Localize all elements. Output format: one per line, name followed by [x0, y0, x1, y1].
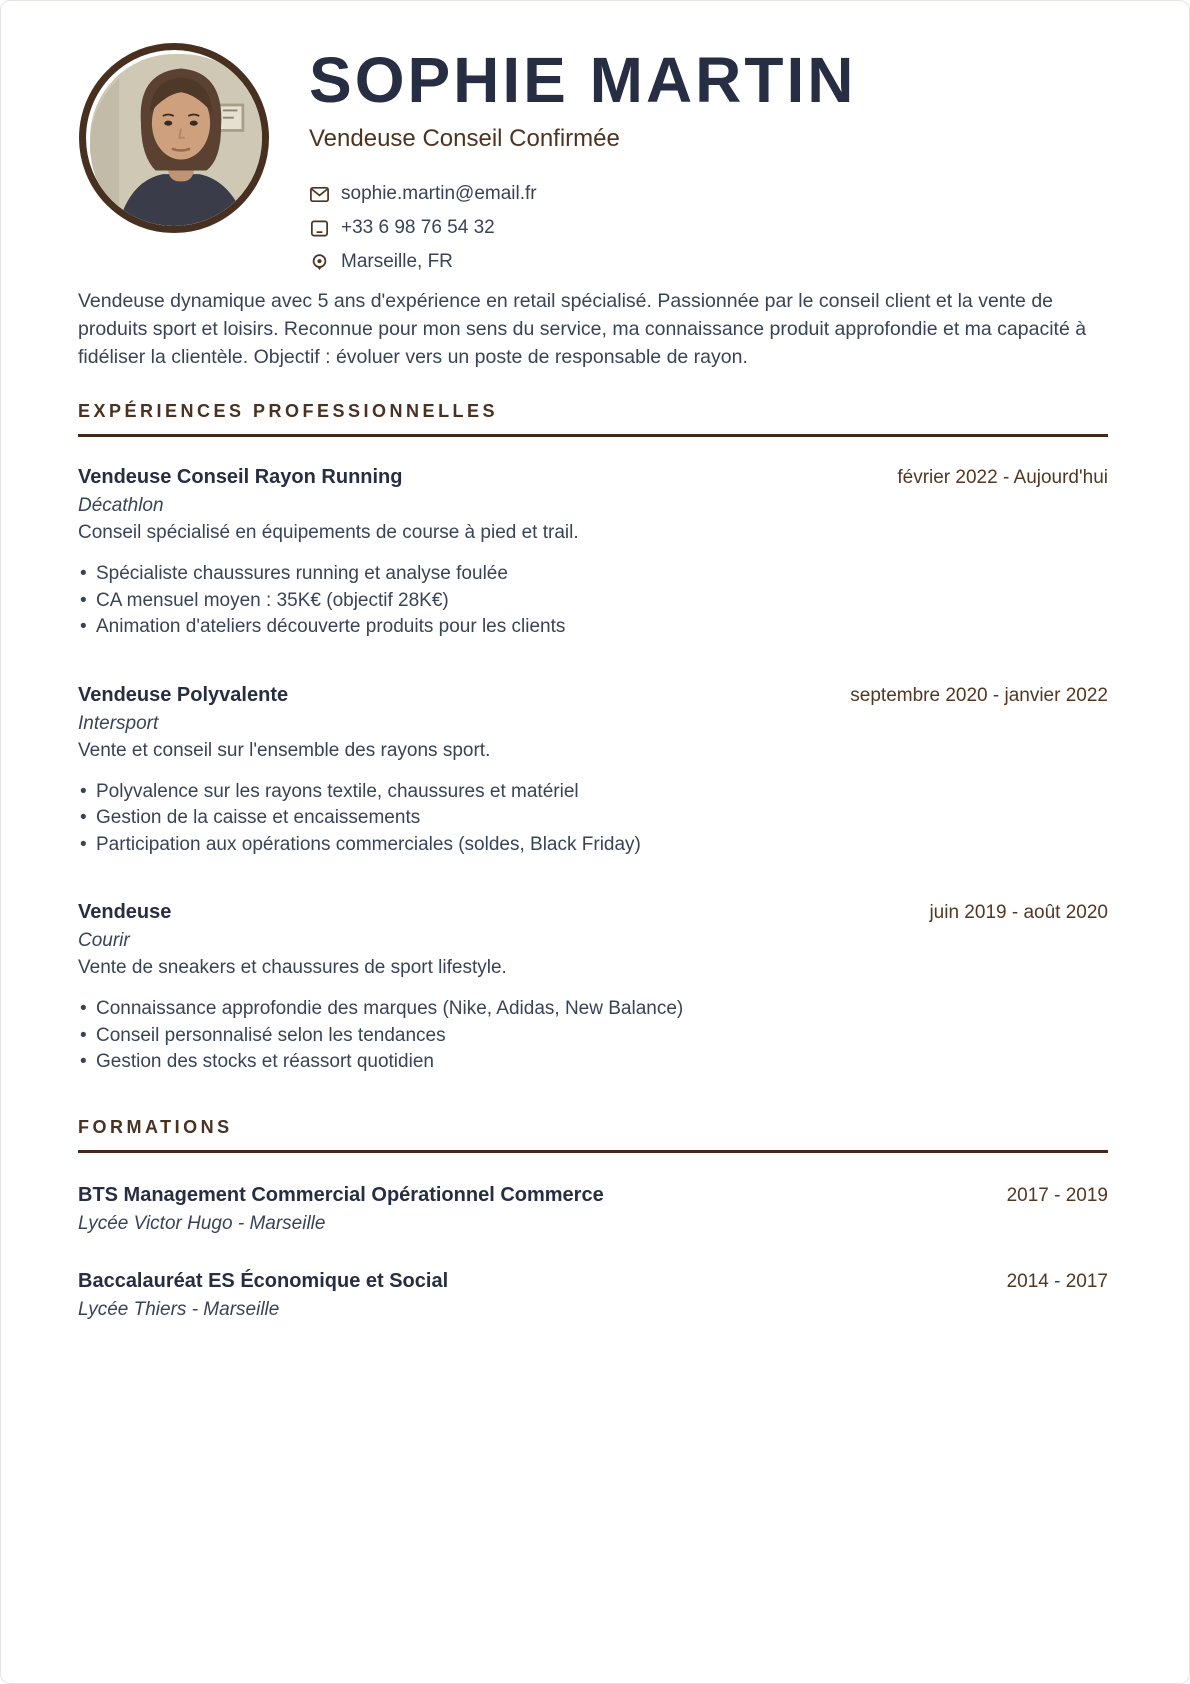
job-entry [78, 899, 1108, 1076]
job-bullet-list [78, 996, 1108, 1076]
education-entry [78, 1268, 1108, 1323]
job-bullet: • Gestion des stocks et réassort quotidien [78, 1049, 1108, 1076]
contact-location-row [309, 245, 1108, 279]
contact-list [309, 177, 1108, 279]
job-bullet: • CA mensuel moyen : 35K€ (objectif 28K€) [78, 588, 1108, 615]
job-header [78, 899, 1108, 926]
education-dates: 2014 - 2017 [1006, 1270, 1108, 1292]
education-dates: 2017 - 2019 [1006, 1184, 1108, 1206]
education-title: Baccalauréat ES Économique et Social [78, 1269, 449, 1292]
section-heading-experience: EXPÉRIENCES PROFESSIONNELLES [78, 401, 1108, 437]
job-dates: septembre 2020 - janvier 2022 [850, 684, 1108, 706]
job-bullet-list [78, 561, 1108, 641]
mail-icon [309, 184, 330, 205]
location-pin-icon [309, 252, 330, 273]
candidate-role: Vendeuse Conseil Confirmée [309, 125, 620, 152]
contact-email-row [309, 177, 1108, 211]
job-entry [78, 464, 1108, 641]
job-title: Vendeuse Conseil Rayon Running [78, 466, 403, 488]
job-bullet: • Animation d'ateliers découverte produits pour les clients [78, 614, 1108, 641]
header-text [309, 43, 1108, 279]
section-heading-education: FORMATIONS [78, 1117, 1108, 1153]
phone-icon [309, 218, 330, 239]
education-header [78, 1268, 1108, 1295]
job-header [78, 682, 1108, 709]
resume-header [78, 43, 1108, 281]
job-entry [78, 682, 1108, 859]
contact-phone: +33 6 98 76 54 32 [341, 217, 495, 238]
education-school: Lycée Thiers - Marseille [78, 1298, 280, 1320]
job-description: Vente de sneakers et chaussures de sport lifestyle. [78, 957, 507, 978]
education-entry [78, 1182, 1108, 1237]
job-bullet-list [78, 779, 1108, 859]
job-header [78, 464, 1108, 491]
job-description: Vente et conseil sur l'ensemble des rayons sport. [78, 739, 491, 761]
job-title: Vendeuse [78, 901, 172, 923]
job-company: Intersport [78, 712, 159, 734]
job-dates: février 2022 - Aujourd'hui [897, 467, 1108, 488]
job-dates: juin 2019 - août 2020 [929, 902, 1108, 923]
profile-photo-image [90, 54, 269, 233]
profile-summary: Vendeuse dynamique avec 5 ans d'expérience en retail spécialisé. Passionnée par le conseil client et la vente de produits sport et loisirs. Reconnue pour mon sens du service, ma connaissance produit approfondie et ma capacité à fidéliser la clientèle. Objectif : évoluer vers un poste de responsable de rayon. [78, 290, 1087, 368]
job-bullet: • Polyvalence sur les rayons textile, chaussures et matériel [78, 779, 1108, 806]
profile-photo [79, 43, 269, 233]
education-school: Lycée Victor Hugo - Marseille [78, 1212, 326, 1234]
candidate-name: SOPHIE MARTIN [309, 44, 857, 116]
contact-phone-row [309, 211, 1108, 245]
job-bullet: • Connaissance approfondie des marques (Nike, Adidas, New Balance) [78, 996, 1108, 1023]
job-title: Vendeuse Polyvalente [78, 683, 289, 706]
contact-location: Marseille, FR [341, 251, 453, 272]
job-bullet: • Spécialiste chaussures running et analyse foulée [78, 561, 1108, 588]
job-company: Courir [78, 930, 130, 951]
contact-email: sophie.martin@email.fr [341, 183, 537, 204]
job-description: Conseil spécialisé en équipements de course à pied et trail. [78, 522, 579, 543]
job-company: Décathlon [78, 495, 164, 516]
job-bullet: • Gestion de la caisse et encaissements [78, 805, 1108, 832]
job-bullet: • Participation aux opérations commerciales (soldes, Black Friday) [78, 832, 1108, 859]
job-bullet: • Conseil personnalisé selon les tendances [78, 1023, 1108, 1050]
education-header [78, 1182, 1108, 1209]
education-title: BTS Management Commercial Opérationnel Commerce [78, 1183, 604, 1206]
